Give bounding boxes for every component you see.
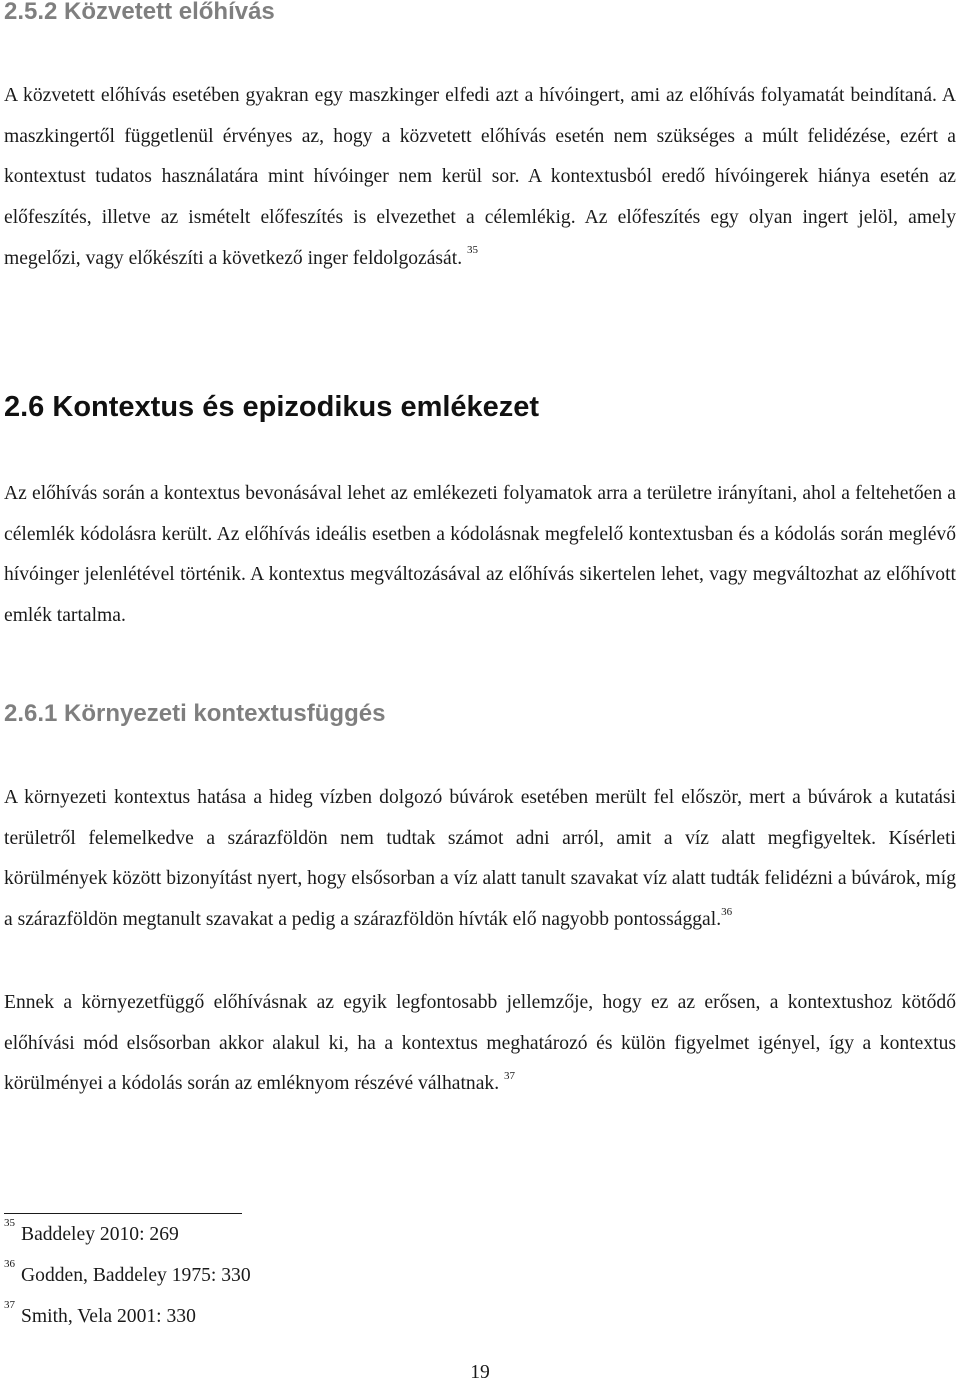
footnote-37 <box>4 1299 196 1328</box>
paragraph-text: Az előhívás során a kontextus bevonásával lehet az emlékezeti folyamatok arra a területre irányítani, ahol a feltehetően a célemlék kódolásra került. Az előhívás ideális esetben a kódolásnak megfelelő kontextusban és a kódolás során meglévő hívóinger jelenlétével történik. A kontextus megváltozásával az előhívás sikertelen lehet, vagy megváltozhat az előhívott emlék tartalma. <box>4 483 956 627</box>
footnote-ref-35: 35 <box>467 244 479 257</box>
footnote-36 <box>4 1258 251 1287</box>
footnote-number: 37 <box>4 1299 15 1312</box>
footnote-text: Godden, Baddeley 1975: 330 <box>21 1265 251 1286</box>
footnote-number: 36 <box>4 1258 15 1271</box>
section-heading-2-5-2: 2.5.2 Közvetett előhívás <box>4 0 275 25</box>
section-2-6-1-paragraph-2 <box>4 983 956 1105</box>
paragraph-text: Ennek a környezetfüggő előhívásnak az egyik legfontosabb jellemzője, hogy ez az erősen, a kontextushoz kötődő előhívási mód elsősorban akkor alakul ki, ha a kontextus meghatározó és külön figyelmet igényel, így a kontextus körülményei a kódolás során az emléknyom részévé válhatnak. <box>4 992 956 1095</box>
footnote-35 <box>4 1217 179 1246</box>
section-heading-2-6: 2.6 Kontextus és epizodikus emlékezet <box>4 391 540 423</box>
section-2-6-paragraph <box>4 474 956 637</box>
paragraph-text: A közvetett előhívás esetében gyakran egy maszkinger elfedi azt a hívóingert, ami az előhívás folyamatát beindítaná. A maszkingertől függetlenül érvényes az, hogy a közvetett előhívás esetén nem szükséges a múlt felidézése, ezért a kontextust tudatos használatára mint hívóinger nem kerül sor. A kontextusból eredő hívóingerek hiánya esetén az előfeszítés, illetve az ismételt előfeszítés is elvezethet a célemlékig. Az előfeszítés egy olyan ingert jelöl, amely megelőzi, vagy előkészíti a következő inger feldolgozását. <box>4 85 956 269</box>
footnote-text: Baddeley 2010: 269 <box>21 1224 179 1245</box>
page-number: 19 <box>470 1362 490 1383</box>
section-heading-2-6-1: 2.6.1 Környezeti kontextusfüggés <box>4 700 386 727</box>
section-2-6-1-paragraph-1 <box>4 778 956 941</box>
section-2-5-2-paragraph <box>4 76 956 280</box>
footnote-text: Smith, Vela 2001: 330 <box>21 1306 196 1327</box>
footnote-ref-36: 36 <box>721 905 733 918</box>
footnote-number: 35 <box>4 1217 15 1230</box>
paragraph-text: A környezeti kontextus hatása a hideg vízben dolgozó búvárok esetében merült fel először, mert a búvárok a kutatási területről felemelkedve a szárazföldön nem tudtak számot adni arról, amit a víz alatt megfigyeltek. Kísérleti körülmények között bizonyítást nyert, hogy elsősorban a víz alatt tanult szavakat víz alatt tudták felidézni a búvárok, míg a szárazföldön megtanult szavakat a pedig a szárazföldön hívták elő nagyobb pontossággal. <box>4 787 956 931</box>
footnote-separator <box>4 1213 242 1214</box>
footnote-ref-37: 37 <box>504 1069 516 1082</box>
